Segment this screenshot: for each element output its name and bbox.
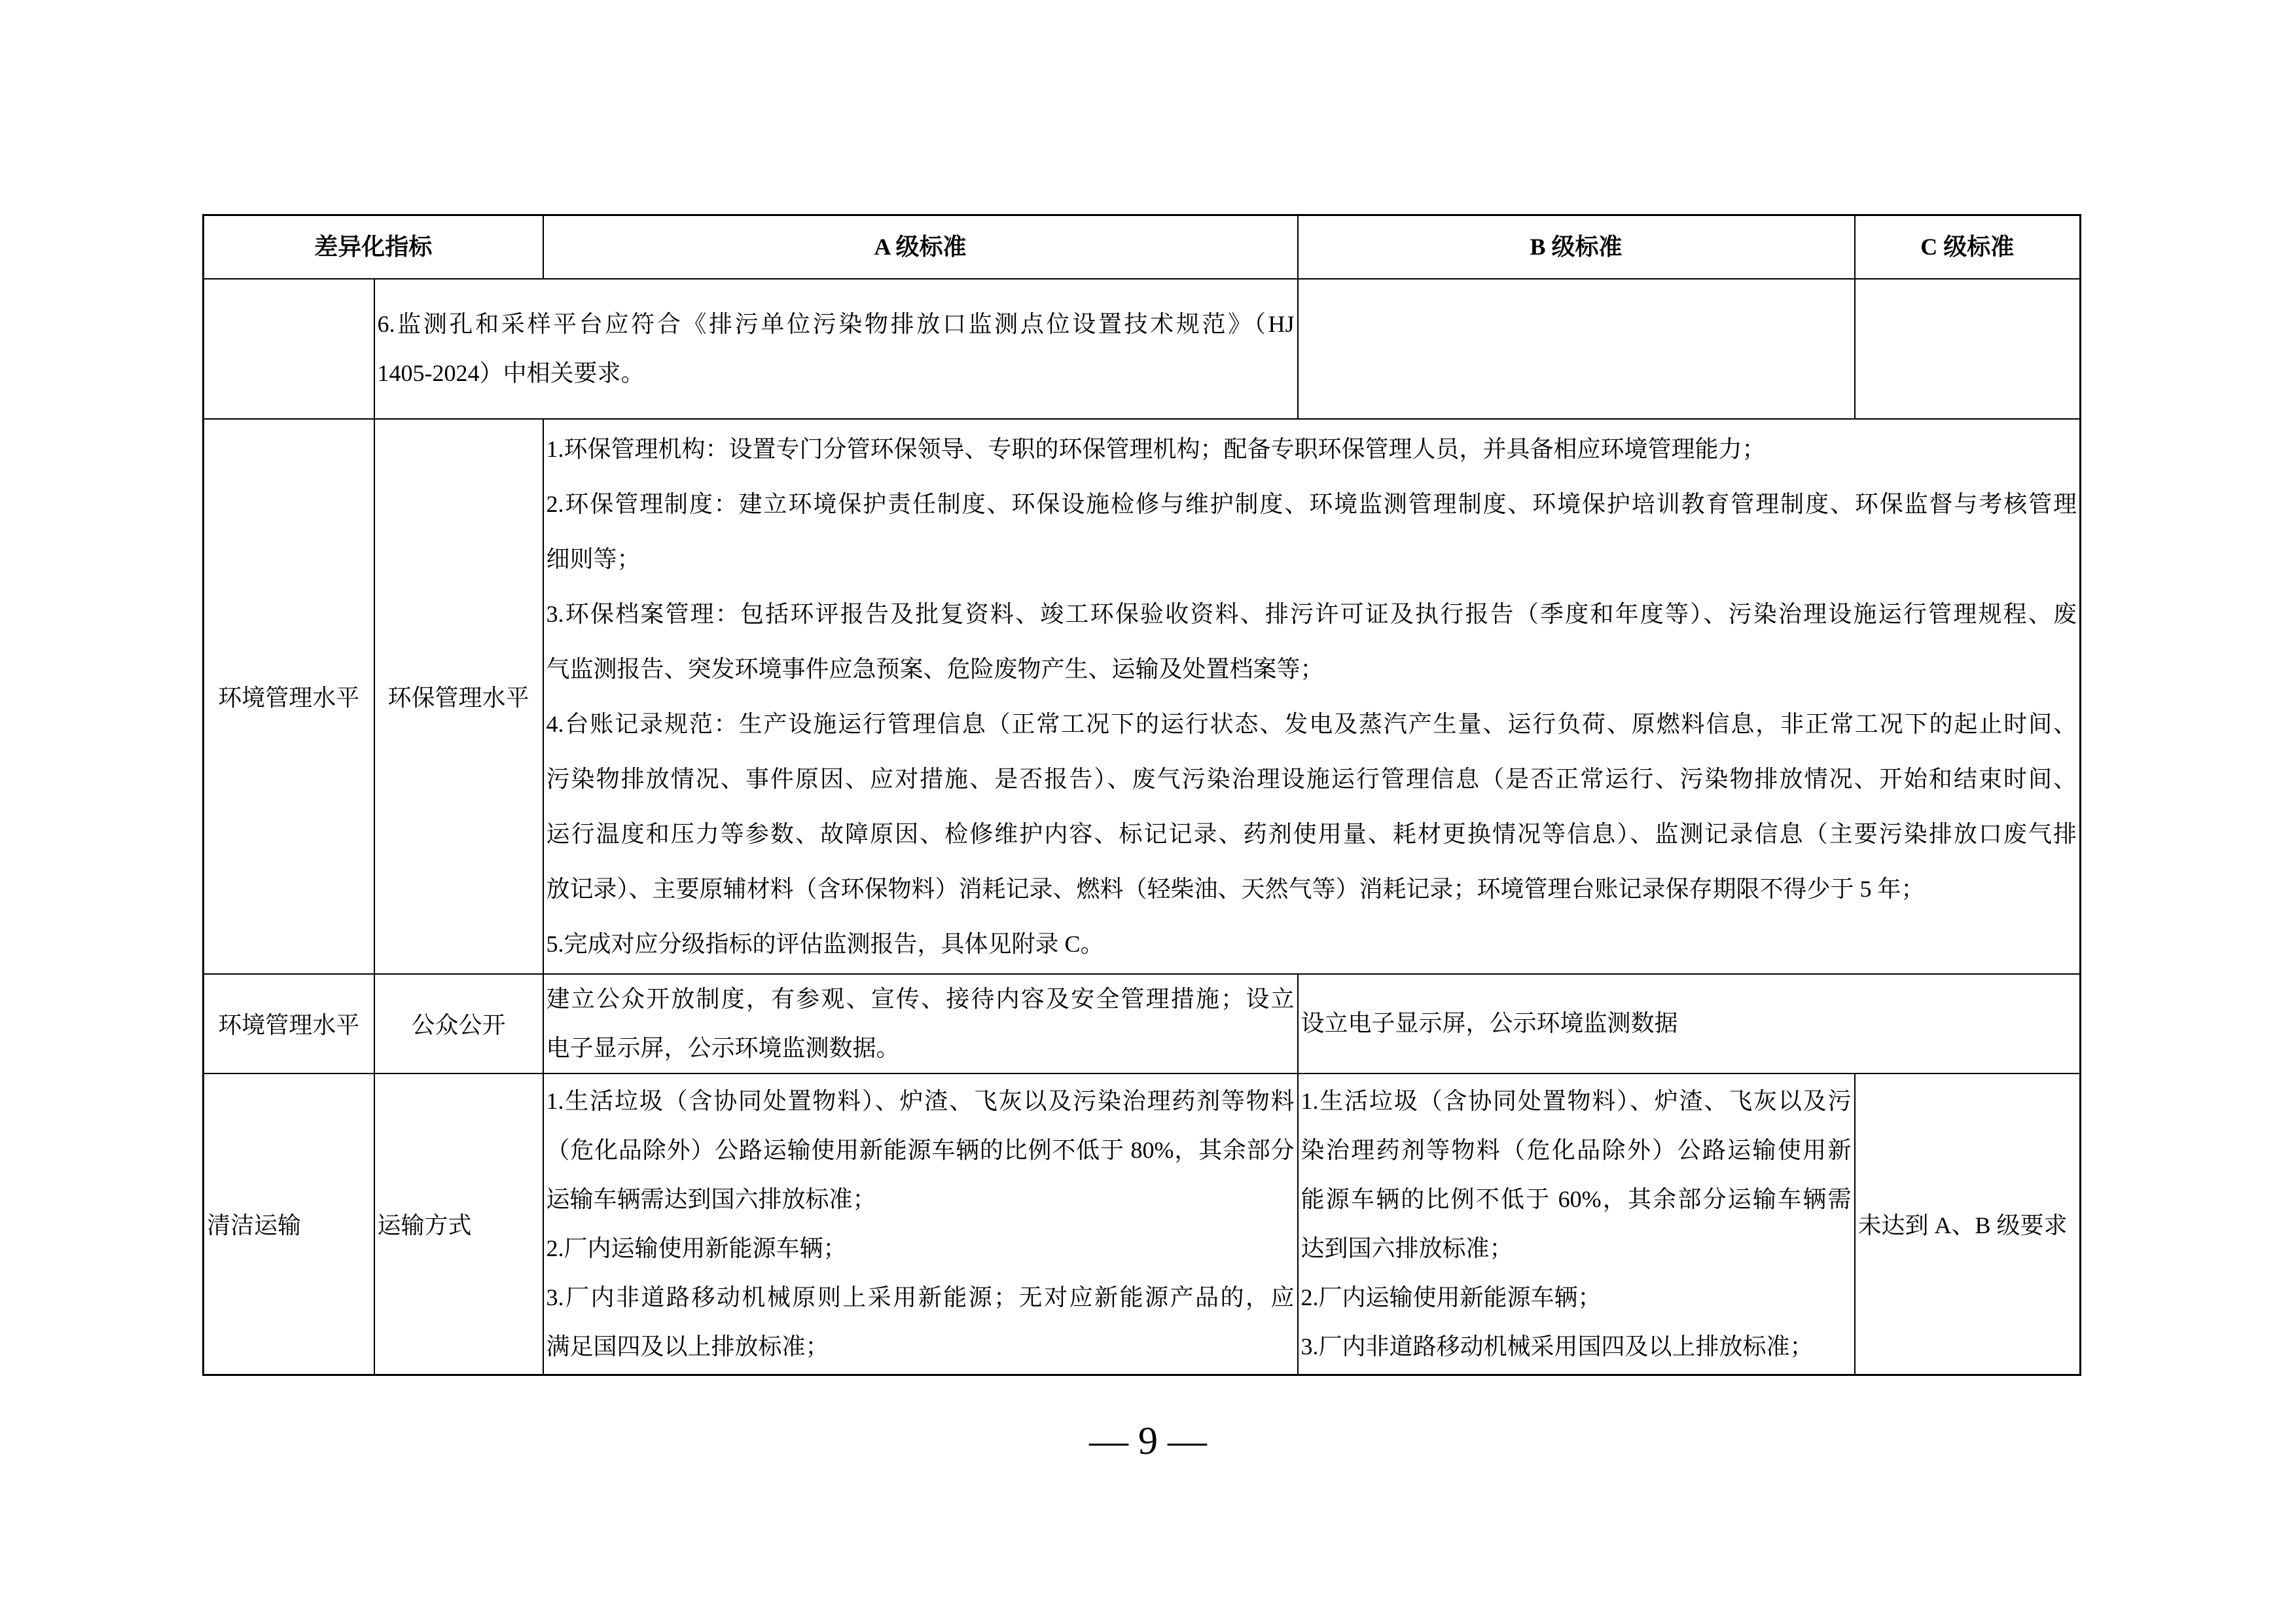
text-line: 6.监测孔和采样平台应符合《排污单位污染物排放口监测点位设置技术规范》（HJ	[377, 310, 1295, 337]
requirement-cell	[374, 279, 1298, 419]
list-item	[547, 975, 1295, 1073]
grade-a-cell	[543, 974, 1298, 1074]
empty-cell	[1855, 279, 2081, 419]
text-line: 2.厂内运输使用新能源车辆；	[1300, 1284, 1602, 1310]
text-line: 1405-2024）中相关要求。	[377, 359, 645, 386]
empty-cell	[204, 279, 374, 419]
list-item	[547, 1273, 1295, 1371]
list-item	[1301, 1273, 1852, 1322]
table-row	[204, 419, 2081, 974]
text-line: 1.环保管理机构：设置专门分管环保领导、专职的环保管理机构；配备专职环保管理人员，并具备相应环境管理能力；	[546, 435, 1766, 462]
text-line: 能源车辆的比例不低于 60%，其余部分运输车辆需	[1300, 1185, 1852, 1212]
grade-a-cell	[543, 1074, 1298, 1375]
indicator-cell: 环保管理水平	[374, 419, 543, 974]
category-cell: 环境管理水平	[204, 419, 374, 974]
text-line: 3.环保档案管理：包括环评报告及批复资料、竣工环保验收资料、排污许可证及执行报告（季度和年度等）、污染治理设施运行管理规程、废	[546, 600, 2077, 627]
text-line: 运行温度和压力等参数、故障原因、检修维护内容、标记记录、药剂使用量、耗材更换情况等信息）、监测记录信息（主要污染排放口废气排	[546, 820, 2077, 847]
header-indicator: 差异化指标	[204, 215, 543, 279]
list-item	[547, 1077, 1295, 1224]
table-row	[204, 1074, 2081, 1375]
indicator-cell: 公众公开	[374, 974, 543, 1074]
text-line: 满足国四及以上排放标准；	[546, 1333, 829, 1360]
text-line: 5.完成对应分级指标的评估监测报告，具体见附录 C。	[546, 930, 1104, 957]
text-line: 细则等；	[546, 545, 641, 572]
list-item	[547, 586, 2077, 696]
indicator-cell: 运输方式	[374, 1074, 543, 1375]
grade-c-cell: 未达到 A、B 级要求	[1855, 1074, 2081, 1375]
list-item	[547, 916, 2077, 971]
list-item	[547, 696, 2077, 916]
requirement-cell	[543, 419, 2081, 974]
category-cell: 环境管理水平	[204, 974, 374, 1074]
empty-cell	[1298, 279, 1855, 419]
header-grade-c: C 级标准	[1855, 215, 2081, 279]
text-line: 染治理药剂等物料（危化品除外）公路运输使用新	[1300, 1136, 1852, 1163]
text-line: 4.台账记录规范：生产设施运行管理信息（正常工况下的运行状态、发电及蒸汽产生量、运行负荷、原燃料信息，非正常工况下的起止时间、	[546, 710, 2077, 737]
list-item	[1301, 1322, 1852, 1371]
list-item	[1301, 1077, 1852, 1273]
list-item	[547, 477, 2077, 586]
header-grade-b: B 级标准	[1298, 215, 1855, 279]
text-line: 运输车辆需达到国六排放标准；	[546, 1185, 876, 1212]
text-line: 污染物排放情况、事件原因、应对措施、是否报告）、废气污染治理设施运行管理信息（是否正常运行、污染物排放情况、开始和结束时间、	[546, 765, 2077, 792]
grade-b-cell: 设立电子显示屏，公示环境监测数据	[1298, 974, 2081, 1074]
table-header-row	[204, 215, 2081, 279]
standards-table	[202, 214, 2081, 1376]
table-row	[204, 974, 2081, 1074]
text-line: 3.厂内非道路移动机械原则上采用新能源；无对应新能源产品的，应	[546, 1284, 1295, 1310]
list-item	[547, 1224, 1295, 1273]
grade-b-cell	[1298, 1074, 1855, 1375]
table-row	[204, 279, 2081, 419]
text-line: 1.生活垃圾（含协同处置物料）、炉渣、飞灰以及污	[1300, 1087, 1852, 1114]
text-line: 达到国六排放标准；	[1300, 1235, 1513, 1261]
text-line: 3.厂内非道路移动机械采用国四及以上排放标准；	[1300, 1333, 1814, 1360]
text-line: 建立公众开放制度，有参观、宣传、接待内容及安全管理措施；设立	[546, 985, 1295, 1012]
category-cell: 清洁运输	[204, 1074, 374, 1375]
list-item	[547, 422, 2077, 477]
text-line: 电子显示屏，公示环境监测数据。	[546, 1034, 900, 1061]
text-line: 2.厂内运输使用新能源车辆；	[546, 1235, 847, 1261]
header-grade-a: A 级标准	[543, 215, 1298, 279]
text-line: （危化品除外）公路运输使用新能源车辆的比例不低于 80%，其余部分	[546, 1136, 1295, 1163]
text-line: 2.环保管理制度：建立环境保护责任制度、环保设施检修与维护制度、环境监测管理制度、环境保护培训教育管理制度、环保监督与考核管理	[546, 490, 2077, 517]
text-line: 放记录）、主要原辅材料（含环保物料）消耗记录、燃料（轻柴油、天然气等）消耗记录；环境管理台账记录保存期限不得少于 5 年；	[546, 875, 1925, 902]
text-line: 1.生活垃圾（含协同处置物料）、炉渣、飞灰以及污染治理药剂等物料	[546, 1087, 1295, 1114]
text-line: 气监测报告、突发环境事件应急预案、危险废物产生、运输及处置档案等；	[546, 655, 1324, 682]
page-number: — 9 —	[1089, 1419, 1207, 1462]
list-item	[378, 300, 1295, 398]
